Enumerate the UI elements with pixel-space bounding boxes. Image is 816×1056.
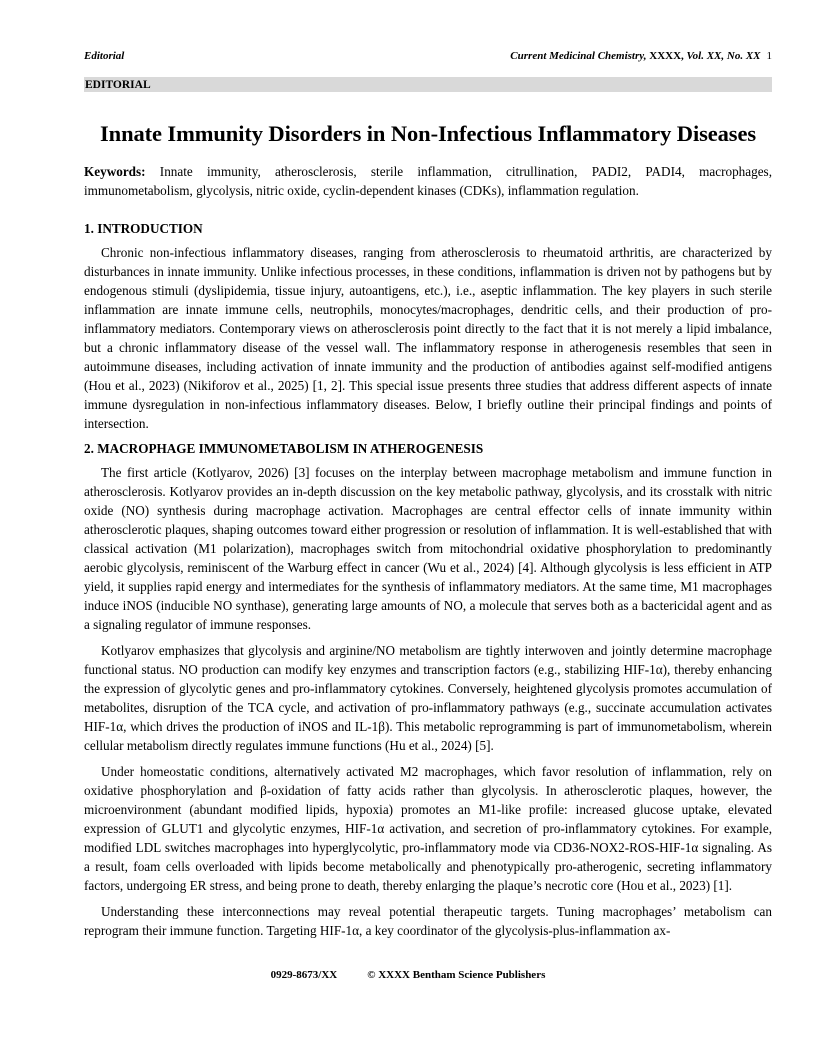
page-number: 1	[766, 50, 772, 62]
journal-volume: Vol. XX, No. XX	[683, 50, 761, 62]
article-type-label: Editorial	[84, 50, 125, 62]
keywords	[84, 162, 772, 200]
article-title: Innate Immunity Disorders in Non-Infectious Inflammatory Diseases	[100, 121, 756, 147]
page-footer	[0, 968, 816, 982]
journal-name: Current Medicinal Chemistry,	[510, 50, 647, 62]
running-head	[84, 49, 772, 63]
paragraph: Under homeostatic conditions, alternatively activated M2 macrophages, which favor resolution of inflammation, rely on oxidative phosphorylation and β-oxidation of fatty acids rather than glycolysis. In atherosclerotic plaques, however, the microenvironment (abundant modified lipids, hypoxia) promotes an M1-like profile: increased glucose uptake, elevated expression of GLUT1 and glycolytic enzymes, HIF-1α activation, and secretion of pro-inflammatory cytokines. For example, modified LDL switches macrophages into hyperglycolytic, pro-inflammatory mode via CD36-NOX2-ROS-HIF-1α signaling. As a result, foam cells overloaded with lipids become metabolically and phenotypically pro-atherogenic, secreting inflammatory factors, undergoing ER stress, and being prone to death, thereby enlarging the plaque’s necrotic core (Hou et al., 2023) [1].	[84, 764, 772, 893]
section-heading-introduction: 1. INTRODUCTION	[84, 221, 203, 236]
keywords-label: Keywords:	[84, 164, 146, 179]
paragraph: The first article (Kotlyarov, 2026) [3] focuses on the interplay between macrophage metabolism and immune function in atherosclerosis. Kotlyarov provides an in-depth discussion on the key metabolic pathway, glycolysis, and its crosstalk with nitric oxide (NO) synthesis during macrophage activation. Macrophages are central effector cells of innate immunity within atherosclerotic plaques, shaping outcomes toward either progression or resolution of inflammation. It is well-established that with classical activation (M1 polarization), macrophages switch from mitochondrial oxidative phosphorylation to predominantly aerobic glycolysis, reminiscent of the Warburg effect in cancer (Wu et al., 2024) [4]. Although glycolysis is less efficient in ATP yield, it supplies rapid energy and intermediates for the synthesis of inflammatory mediators. At the same time, M1 macrophages induce iNOS (inducible NO synthase), generating large amounts of NO, a molecule that serves both as a bactericidal agent and as a signaling regulator of immune responses.	[84, 465, 772, 632]
journal-citation	[510, 49, 772, 63]
article-body	[84, 220, 772, 947]
section-heading-macrophage-immunometabolism: 2. MACROPHAGE IMMUNOMETABOLISM IN ATHEROGENESIS	[84, 441, 484, 456]
issn: 0929-8673/XX	[270, 969, 338, 981]
paragraph: Kotlyarov emphasizes that glycolysis and arginine/NO metabolism are tightly interwoven and jointly determine macrophage functional status. NO production can modify key enzymes and transcription factors (e.g., stabilizing HIF-1α), thereby enhancing the expression of glycolytic genes and pro-inflammatory cytokines. Conversely, heightened glycolysis promotes accumulation of metabolites, disruption of the TCA cycle, and activation of pro-inflammatory pathways (e.g., succinate accumulation activates HIF-1α, which drives the production of iNOS and IL-1β). This metabolic reprogramming is part of immunometabolism, wherein cellular metabolism directly regulates immune functions (Hu et al., 2024) [5].	[84, 643, 772, 753]
copyright: © XXXX Bentham Science Publishers	[367, 969, 546, 981]
section-band: EDITORIAL	[84, 77, 772, 92]
journal-year: XXXX,	[646, 50, 684, 62]
paragraph: Chronic non-infectious inflammatory diseases, ranging from atherosclerosis to rheumatoid arthritis, are characterized by disturbances in innate immunity. Unlike infectious processes, in these conditions, inflammation is driven not by pathogens but by endogenous stimuli (dyslipidemia, tissue injury, autoantigens, etc.), i.e., aseptic inflammation. The key players in such sterile inflammation are innate immune cells, neutrophils, monocytes/macrophages, dendritic cells, and their production of pro-inflammatory mediators. Contemporary views on atherosclerosis point directly to the fact that it is not merely a lipid imbalance, but a chronic inflammatory disease of the vessel wall. The inflammatory response in atherogenesis resembles that seen in autoimmune diseases, including activation of innate immunity and the production of antibodies against self-modified antigens (Hou et al., 2023) (Nikiforov et al., 2025) [1, 2]. This special issue presents three studies that address different aspects of innate immune dysregulation in non-infectious inflammatory diseases. Below, I briefly outline their principal findings and points of intersection.	[84, 245, 772, 431]
keywords-text: Innate immunity, atherosclerosis, sterile inflammation, citrullination, PADI2, PADI4, macrophages, immunometabolism, glycolysis, nitric oxide, cyclin-dependent kinases (CDKs), inflammation regulation.	[84, 164, 772, 198]
paragraph: Understanding these interconnections may reveal potential therapeutic targets. Tuning macrophages’ metabolism can reprogram their immune function. Targeting HIF-1α, a key coordinator of the glycolysis-plus-inflammation ax-	[84, 904, 772, 938]
